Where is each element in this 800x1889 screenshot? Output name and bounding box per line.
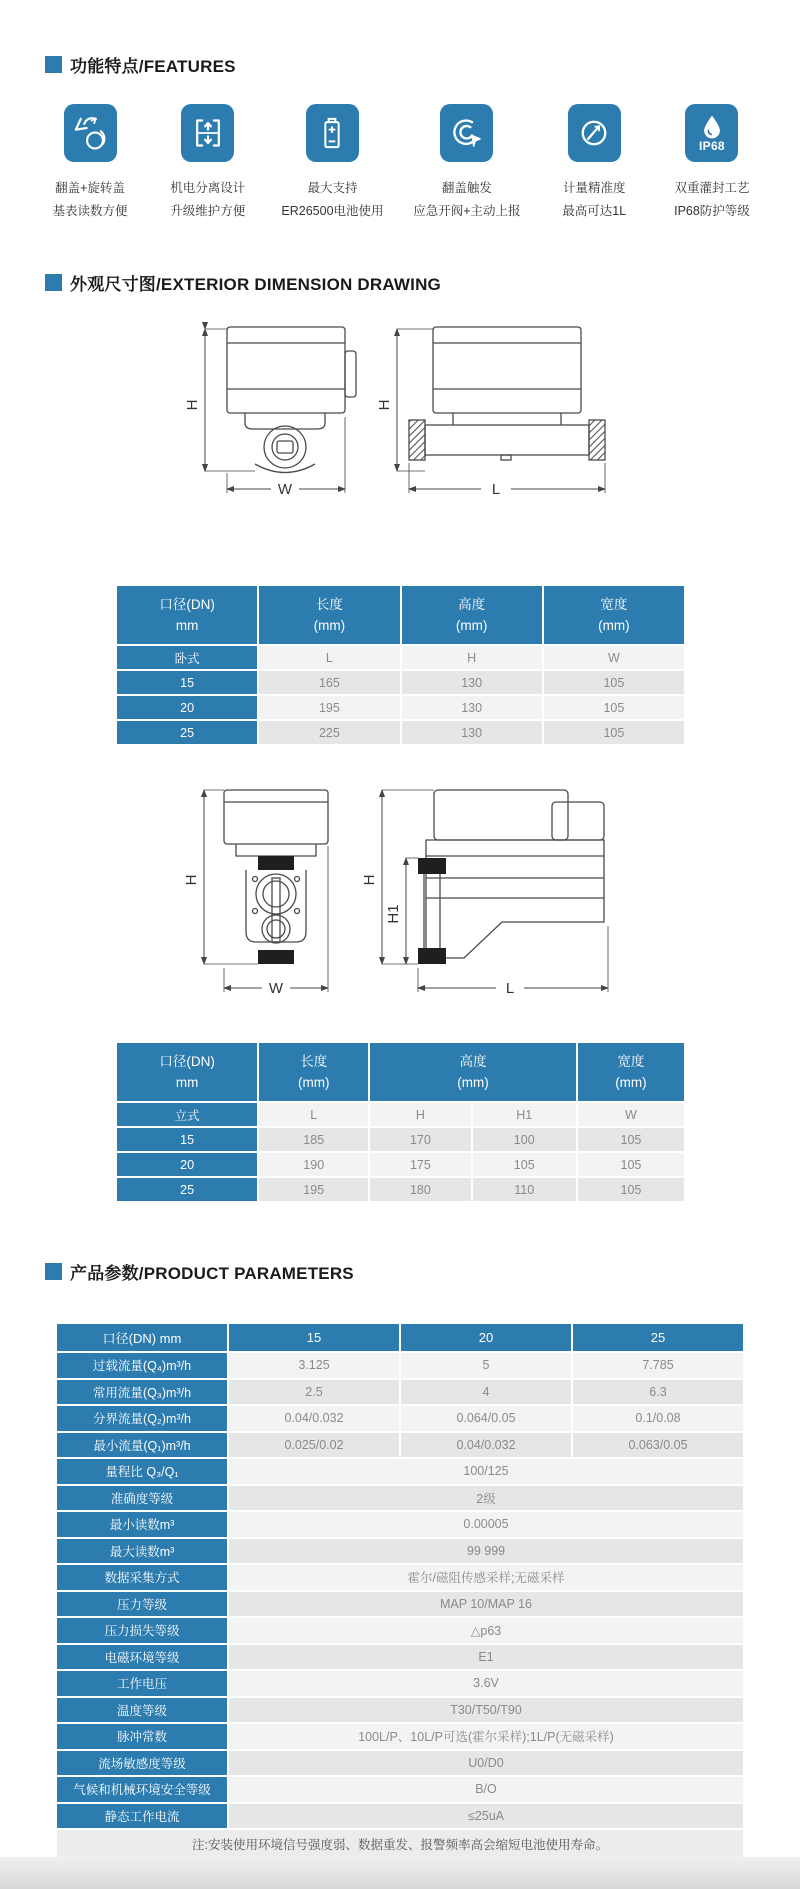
- value-cell: 110: [472, 1177, 577, 1202]
- label-cell: 25: [116, 1177, 258, 1202]
- feature-item: [164, 104, 252, 222]
- label-cell: 立式: [116, 1102, 258, 1127]
- value-cell: 130: [401, 720, 543, 745]
- table-row: [56, 1379, 744, 1406]
- product-spec-page: [0, 52, 800, 1889]
- dim-label-w: W: [268, 980, 284, 997]
- value-cell: 2.5: [228, 1379, 400, 1406]
- mech-elec-separation-icon: [181, 104, 234, 162]
- value-cell: H1: [472, 1102, 577, 1127]
- label-cell: 25: [116, 720, 258, 745]
- value-cell: 0.064/0.05: [400, 1405, 572, 1432]
- dim-label-h: H: [361, 874, 378, 886]
- page-footer-band: [0, 1857, 800, 1889]
- value-cell: 0.025/0.02: [228, 1432, 400, 1459]
- value-cell: 195: [258, 695, 400, 720]
- value-cell: 100/125: [228, 1458, 744, 1485]
- value-cell: H: [369, 1102, 471, 1127]
- label-cell: 电磁环境等级: [56, 1644, 228, 1671]
- label-cell: 最小流量(Q₁)m³/h: [56, 1432, 228, 1459]
- label-cell: 工作电压: [56, 1670, 228, 1697]
- table-row: [56, 1405, 744, 1432]
- label-cell: 15: [116, 1127, 258, 1152]
- table-row: [56, 1432, 744, 1459]
- dim-label-l: L: [491, 481, 501, 498]
- ip68-drop-icon: [685, 104, 738, 162]
- value-cell: L: [258, 645, 400, 670]
- label-cell: 20: [116, 695, 258, 720]
- table-row: [56, 1750, 744, 1777]
- table-row: [56, 1803, 744, 1830]
- value-cell: 175: [369, 1152, 471, 1177]
- header-cell: 15: [228, 1323, 400, 1352]
- label-cell: 分界流量(Q₂)m³/h: [56, 1405, 228, 1432]
- value-cell: 0.04/0.032: [228, 1405, 400, 1432]
- table-row: [56, 1644, 744, 1671]
- value-cell: W: [543, 645, 685, 670]
- label-cell: 15: [116, 670, 258, 695]
- table-row: [56, 1776, 744, 1803]
- feature-item: [550, 104, 638, 222]
- value-cell: 105: [543, 670, 685, 695]
- value-cell: 170: [369, 1127, 471, 1152]
- feature-item: [668, 104, 756, 222]
- value-cell: 225: [258, 720, 400, 745]
- table-note-row: [56, 1829, 744, 1859]
- section-marker-icon: [45, 274, 62, 291]
- header-cell: 20: [400, 1323, 572, 1352]
- value-cell: 130: [401, 695, 543, 720]
- feature-caption: 最大支持 ER26500电池使用: [281, 181, 384, 218]
- header-cell: 长度 (mm): [258, 585, 400, 645]
- feature-item: [281, 104, 383, 222]
- value-cell: 99 999: [228, 1538, 744, 1565]
- label-cell: 过载流量(Q₄)m³/h: [56, 1352, 228, 1379]
- vertical-meter-drawing: [0, 780, 800, 1025]
- value-cell: 130: [401, 670, 543, 695]
- value-cell: L: [258, 1102, 369, 1127]
- header-cell: 口径(DN) mm: [56, 1323, 228, 1352]
- section-title-text: 产品参数/PRODUCT PARAMETERS: [70, 1264, 354, 1283]
- section-marker-icon: [45, 1263, 62, 1280]
- header-cell: 25: [572, 1323, 744, 1352]
- label-cell: 静态工作电流: [56, 1803, 228, 1830]
- accuracy-gauge-icon: [568, 104, 621, 162]
- value-cell: E1: [228, 1644, 744, 1671]
- table-row: [116, 720, 685, 745]
- label-cell: 20: [116, 1152, 258, 1177]
- value-cell: B/O: [228, 1776, 744, 1803]
- value-cell: 0.063/0.05: [572, 1432, 744, 1459]
- value-cell: 7.785: [572, 1352, 744, 1379]
- header-cell: 高度 (mm): [401, 585, 543, 645]
- table-header-row: [116, 585, 685, 645]
- value-cell: 105: [577, 1152, 685, 1177]
- dim-label-h: H: [376, 399, 393, 411]
- product-parameters-table: [55, 1322, 745, 1860]
- label-cell: 流场敏感度等级: [56, 1750, 228, 1777]
- label-cell: 卧式: [116, 645, 258, 670]
- value-cell: U0/D0: [228, 1750, 744, 1777]
- value-cell: 0.04/0.032: [400, 1432, 572, 1459]
- value-cell: 195: [258, 1177, 369, 1202]
- value-cell: 185: [258, 1127, 369, 1152]
- header-cell: 高度 (mm): [369, 1042, 577, 1102]
- value-cell: 165: [258, 670, 400, 695]
- value-cell: H: [401, 645, 543, 670]
- value-cell: △p63: [228, 1617, 744, 1644]
- dim-label-h: H: [183, 874, 200, 886]
- table-row: [116, 1152, 685, 1177]
- value-cell: 105: [543, 720, 685, 745]
- table-row: [56, 1485, 744, 1512]
- section-marker-icon: [45, 56, 62, 73]
- table-row: [56, 1723, 744, 1750]
- table-row: [56, 1458, 744, 1485]
- feature-caption: 双重灌封工艺 IP68防护等级: [674, 181, 750, 218]
- table-row: [116, 645, 685, 670]
- horizontal-meter-drawing: [0, 313, 800, 568]
- value-cell: T30/T50/T90: [228, 1697, 744, 1724]
- parameters-section-title: [45, 1259, 800, 1284]
- vertical-dimension-table: [115, 1041, 686, 1203]
- features-section-title: [45, 52, 800, 77]
- flip-trigger-icon: [440, 104, 493, 162]
- note-text: 注:安装使用环境信号强度弱、数据重发、报警频率高会缩短电池使用寿命。: [56, 1829, 744, 1859]
- label-cell: 最大读数m³: [56, 1538, 228, 1565]
- battery-icon: [306, 104, 359, 162]
- feature-caption: 翻盖+旋转盖 基表读数方便: [52, 181, 128, 218]
- flip-rotate-cover-icon: [64, 104, 117, 162]
- value-cell: 0.1/0.08: [572, 1405, 744, 1432]
- ip68-badge: IP68: [699, 139, 725, 153]
- header-cell: 口径(DN) mm: [116, 1042, 258, 1102]
- label-cell: 气候和机械环境安全等级: [56, 1776, 228, 1803]
- table-row: [56, 1670, 744, 1697]
- table-row: [56, 1697, 744, 1724]
- table-header-row: [56, 1323, 744, 1352]
- value-cell: 霍尔/磁阻传感采样;无磁采样: [228, 1564, 744, 1591]
- table-row: [116, 695, 685, 720]
- label-cell: 数据采集方式: [56, 1564, 228, 1591]
- value-cell: 105: [543, 695, 685, 720]
- value-cell: 3.125: [228, 1352, 400, 1379]
- label-cell: 压力损失等级: [56, 1617, 228, 1644]
- header-cell: 宽度 (mm): [543, 585, 685, 645]
- table-row: [116, 1127, 685, 1152]
- header-cell: 口径(DN) mm: [116, 585, 258, 645]
- table-row: [116, 670, 685, 695]
- dim-label-w: W: [277, 481, 293, 498]
- feature-item: [413, 104, 520, 222]
- value-cell: ≤25uA: [228, 1803, 744, 1830]
- value-cell: 4: [400, 1379, 572, 1406]
- table-row: [56, 1564, 744, 1591]
- dim-label-h: H: [185, 399, 201, 411]
- label-cell: 最小读数m³: [56, 1511, 228, 1538]
- header-cell: 长度 (mm): [258, 1042, 369, 1102]
- table-row: [56, 1617, 744, 1644]
- table-row: [56, 1511, 744, 1538]
- section-title-text: 外观尺寸图/EXTERIOR DIMENSION DRAWING: [70, 275, 441, 294]
- section-title-text: 功能特点/FEATURES: [70, 57, 236, 76]
- horizontal-dimension-table: [115, 584, 686, 746]
- table-header-row: [116, 1042, 685, 1102]
- value-cell: 6.3: [572, 1379, 744, 1406]
- label-cell: 量程比 Q₃/Q₁: [56, 1458, 228, 1485]
- feature-item: [46, 104, 134, 222]
- value-cell: 100L/P、10L/P可选(霍尔采样);1L/P(无磁采样): [228, 1723, 744, 1750]
- value-cell: 105: [472, 1152, 577, 1177]
- label-cell: 准确度等级: [56, 1485, 228, 1512]
- label-cell: 脉冲常数: [56, 1723, 228, 1750]
- value-cell: 105: [577, 1177, 685, 1202]
- value-cell: 190: [258, 1152, 369, 1177]
- value-cell: 5: [400, 1352, 572, 1379]
- label-cell: 温度等级: [56, 1697, 228, 1724]
- label-cell: 压力等级: [56, 1591, 228, 1618]
- dimensions-section-title: [45, 270, 800, 295]
- dim-label-h1: H1: [385, 904, 402, 924]
- table-row: [116, 1102, 685, 1127]
- header-cell: 宽度 (mm): [577, 1042, 685, 1102]
- feature-caption: 计量精准度 最高可达1L: [562, 181, 627, 218]
- value-cell: 3.6V: [228, 1670, 744, 1697]
- label-cell: 常用流量(Q₃)m³/h: [56, 1379, 228, 1406]
- value-cell: 105: [577, 1127, 685, 1152]
- table-row: [56, 1352, 744, 1379]
- value-cell: 2级: [228, 1485, 744, 1512]
- value-cell: 0.00005: [228, 1511, 744, 1538]
- value-cell: 180: [369, 1177, 471, 1202]
- value-cell: W: [577, 1102, 685, 1127]
- dim-label-l: L: [505, 980, 515, 997]
- features-row: [46, 104, 756, 222]
- value-cell: MAP 10/MAP 16: [228, 1591, 744, 1618]
- value-cell: 100: [472, 1127, 577, 1152]
- table-row: [56, 1591, 744, 1618]
- feature-caption: 翻盖触发 应急开阀+主动上报: [413, 181, 521, 218]
- table-row: [116, 1177, 685, 1202]
- table-row: [56, 1538, 744, 1565]
- feature-caption: 机电分离设计 升级维护方便: [170, 181, 246, 218]
